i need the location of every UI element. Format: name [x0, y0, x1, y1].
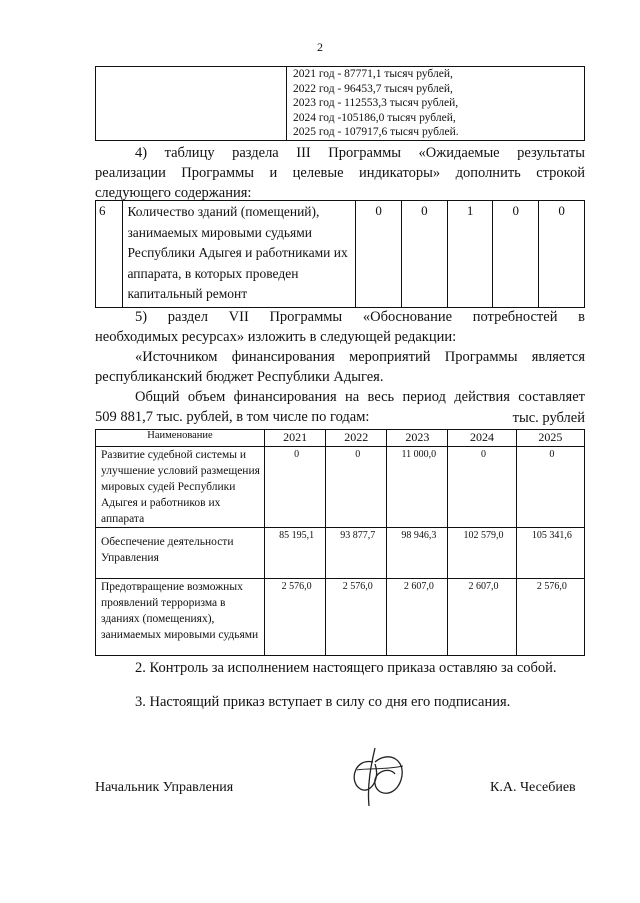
funding-years-label-cell [96, 67, 287, 141]
indicator-value: 0 [356, 201, 402, 308]
funding-year-line: 2025 год - 107917,6 тысяч рублей. [293, 126, 459, 139]
table-row [96, 201, 585, 308]
cell-value: 0 [265, 447, 326, 528]
item-4-line: реализации Программы и целевые индикаторы» дополнить строкой [95, 165, 585, 181]
item-5-line: 5) раздел VII Программы «Обоснование потребностей в [135, 309, 585, 325]
column-header-year: 2021 [265, 430, 326, 447]
item-4-line: 4) таблицу раздела III Программы «Ожидаемые результаты [135, 145, 585, 161]
funding-years-cell [287, 67, 585, 141]
column-header-year: 2022 [326, 430, 387, 447]
item-4-paragraph [95, 143, 585, 203]
item-5-line: необходимых ресурсах» изложить в следующей редакции: [95, 329, 457, 345]
row-name: Предотвращение возможных проявлений терроризма в зданиях (помещениях), занимаемых мировыми судьями [96, 579, 265, 656]
unit-label: тыс. рублей [512, 410, 585, 426]
row-name: Обеспечение деятельности Управления [96, 528, 265, 579]
cell-value: 0 [326, 447, 387, 528]
cell-value: 0 [516, 447, 584, 528]
indicator-name: Количество зданий (помещений), занимаемых мировыми судьями Республики Адыгея и работниками их аппарата, в которых проведен капитальный ремонт [123, 201, 356, 308]
item-5-quote-line: республиканский бюджет Республики Адыгея. [95, 369, 384, 385]
clause-3-text: 3. Настоящий приказ вступает в силу со дня его подписания. [135, 694, 511, 710]
cell-value: 93 877,7 [326, 528, 387, 579]
column-header-year: 2024 [448, 430, 516, 447]
cell-value: 85 195,1 [265, 528, 326, 579]
indicator-table [95, 200, 585, 308]
indicator-number: 6 [96, 201, 123, 308]
cell-value: 98 946,3 [387, 528, 448, 579]
cell-value: 2 576,0 [265, 579, 326, 656]
item-5-paragraph [95, 307, 585, 427]
cell-value: 2 607,0 [448, 579, 516, 656]
indicator-value: 1 [447, 201, 493, 308]
clause-2-text: 2. Контроль за исполнением настоящего приказа оставляю за собой. [135, 660, 557, 676]
column-header-year: 2023 [387, 430, 448, 447]
funding-year-line: 2022 год - 96453,7 тысяч рублей, [293, 82, 453, 95]
signer-name: К.А. Чесебиев [490, 780, 576, 795]
cell-value: 2 576,0 [516, 579, 584, 656]
cell-value: 11 000,0 [387, 447, 448, 528]
signer-title: Начальник Управления [95, 780, 234, 795]
indicator-value: 0 [401, 201, 447, 308]
table-row [96, 579, 585, 656]
item-5-total-line: 509 881,7 тыс. рублей, в том числе по годам: [95, 409, 370, 425]
item-4-line: следующего содержания: [95, 185, 252, 201]
finance-table [95, 429, 585, 656]
cell-value: 105 341,6 [516, 528, 584, 579]
table-row [96, 528, 585, 579]
item-5-quote-line: «Источником финансирования мероприятий Программы является [135, 349, 585, 365]
funding-year-line: 2023 год - 112553,3 тысяч рублей, [293, 97, 459, 110]
column-header-year: 2025 [516, 430, 584, 447]
column-header-name: Наименование [96, 430, 265, 447]
cell-value: 102 579,0 [448, 528, 516, 579]
table-header-row [96, 430, 585, 447]
item-5-total-line: Общий объем финансирования на весь период действия составляет [135, 389, 585, 405]
row-name: Развитие судебной системы и улучшение условий размещения мировых судей Республики Адыгея и работников их аппарата [96, 447, 265, 528]
funding-year-line: 2024 год -105186,0 тысяч рублей, [293, 111, 456, 124]
cell-value: 2 607,0 [387, 579, 448, 656]
table-row [96, 447, 585, 528]
cell-value: 0 [448, 447, 516, 528]
page-number: 2 [317, 40, 323, 54]
funding-years-table [95, 66, 585, 141]
clause-3 [95, 692, 585, 712]
handwritten-signature [345, 740, 415, 810]
indicator-value: 0 [539, 201, 585, 308]
cell-value: 2 576,0 [326, 579, 387, 656]
indicator-value: 0 [493, 201, 539, 308]
funding-year-line: 2021 год - 87771,1 тысяч рублей, [293, 68, 453, 80]
clause-2 [95, 658, 585, 678]
